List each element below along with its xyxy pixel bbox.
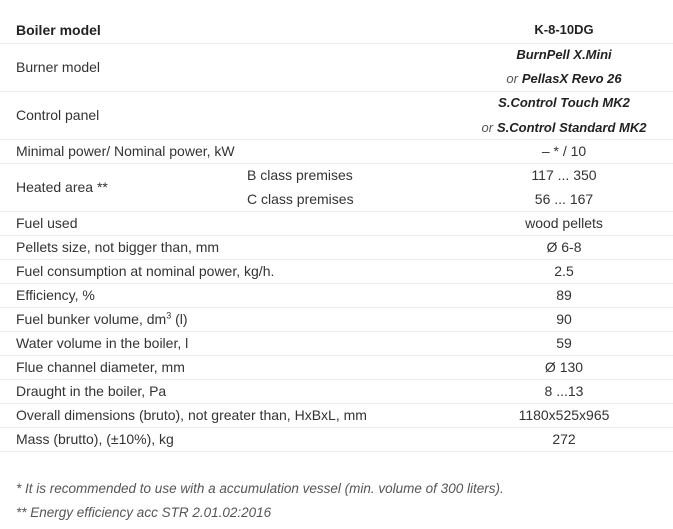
burner-model-label: Burner model [16, 59, 101, 75]
row-efficiency [0, 283, 673, 307]
row-flue-diameter [0, 355, 673, 379]
control-panel-value-2: S.Control Standard MK2 [496, 120, 647, 135]
row-burner-model-2 [0, 66, 673, 90]
fuel-bunker-label-sup: 3 [166, 310, 172, 321]
efficiency-value: 89 [556, 287, 572, 303]
row-fuel-used [0, 211, 673, 235]
fuel-bunker-label [16, 307, 188, 331]
row-control-panel-2 [0, 115, 673, 139]
row-mass [0, 427, 673, 451]
row-water-volume [0, 331, 673, 355]
row-fuel-bunker [0, 307, 673, 331]
divider [0, 451, 673, 452]
burner-model-value-1: BurnPell X.Mini [516, 47, 612, 62]
row-draught [0, 379, 673, 403]
fuel-bunker-label-text: Fuel bunker volume, dm [16, 311, 167, 327]
dimensions-label: Overall dimensions (bruto), not greater than, HxBxL, mm [16, 407, 367, 423]
fuel-used-label: Fuel used [16, 215, 78, 231]
burner-model-value-2-wrap [460, 66, 668, 91]
b-class-label: B class premises [247, 167, 353, 183]
power-value: – * / 10 [541, 143, 587, 159]
dimensions-value: 1180x525x965 [518, 407, 610, 423]
footnote-energy-efficiency: ** Energy efficiency acc STR 2.01.02:2016 [16, 505, 272, 520]
fuel-bunker-value: 90 [556, 311, 572, 327]
burner-model-value-2: PellasX Revo 26 [521, 71, 622, 86]
boiler-model-label: Boiler model [16, 22, 101, 38]
power-label: Minimal power/ Nominal power, kW [16, 143, 235, 159]
row-dimensions [0, 403, 673, 427]
pellet-size-value: Ø 6-8 [546, 239, 582, 255]
footnotes [16, 477, 504, 525]
water-volume-label: Water volume in the boiler, l [16, 335, 189, 351]
flue-diameter-label: Flue channel diameter, mm [16, 359, 185, 375]
control-or-text: or [481, 120, 494, 135]
row-heated-c [0, 187, 673, 211]
c-class-label: C class premises [247, 191, 354, 207]
draught-value: 8 ...13 [544, 383, 584, 399]
burner-or-text: or [506, 71, 518, 86]
flue-diameter-value: Ø 130 [544, 359, 584, 375]
control-panel-value-2-wrap [460, 115, 668, 140]
pellet-size-label: Pellets size, not bigger than, mm [16, 239, 220, 255]
efficiency-label: Efficiency, % [16, 287, 95, 303]
row-power [0, 139, 673, 163]
c-class-value: 56 ... 167 [534, 191, 594, 207]
fuel-consumption-value: 2.5 [554, 263, 574, 279]
boiler-model-value: K-8-10DG [534, 22, 594, 37]
b-class-value: 117 ... 350 [531, 167, 597, 183]
water-volume-value: 59 [556, 335, 572, 351]
fuel-used-value: wood pellets [525, 215, 603, 231]
footnote-accumulation: * It is recommended to use with a accumulation vessel (min. volume of 300 liters). [16, 481, 504, 496]
control-panel-label: Control panel [16, 107, 100, 123]
row-fuel-consumption [0, 259, 673, 283]
row-pellet-size [0, 235, 673, 259]
row-boiler-model [0, 18, 673, 42]
heated-area-label: Heated area ** [16, 179, 108, 195]
control-panel-value-1: S.Control Touch MK2 [498, 95, 630, 110]
fuel-bunker-label-unit: (l) [171, 311, 188, 327]
fuel-consumption-label: Fuel consumption at nominal power, kg/h. [16, 263, 275, 279]
mass-label: Mass (brutto), (±10%), kg [16, 431, 174, 447]
draught-label: Draught in the boiler, Pa [16, 383, 167, 399]
mass-value: 272 [552, 431, 576, 447]
